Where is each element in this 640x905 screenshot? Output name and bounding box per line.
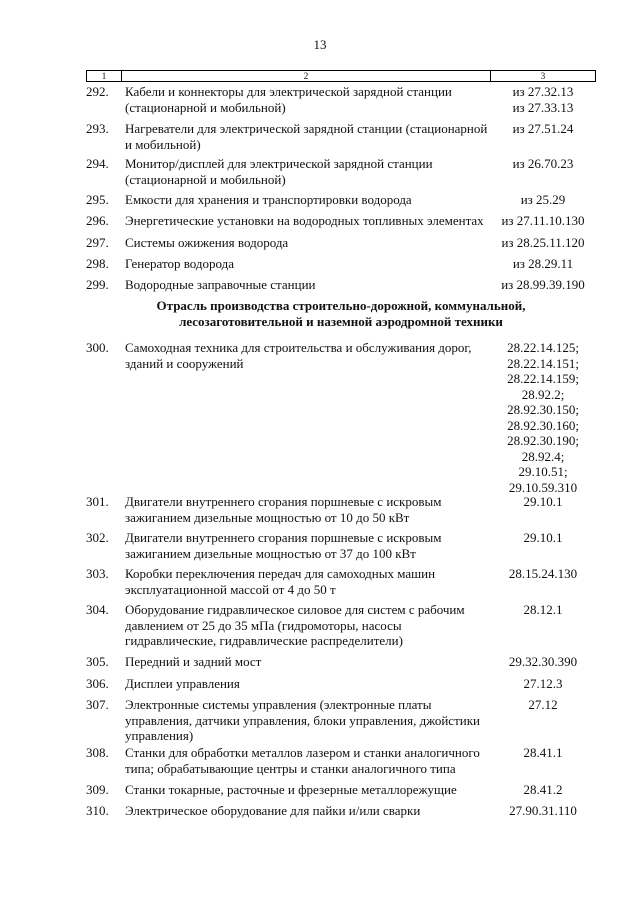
row-number: 296. xyxy=(86,213,109,228)
row-codes: из 25.29 xyxy=(520,192,566,207)
row-text: Емкости для хранения и транспортировки водорода xyxy=(125,192,412,207)
row-number: 293. xyxy=(86,121,109,136)
row-codes: 27.12 xyxy=(528,697,558,712)
row-text: Коробки переключения передач для самоходных машин эксплуатационной массой от 4 до 50 т xyxy=(125,566,436,597)
row-number: 300. xyxy=(86,340,109,355)
row-number: 309. xyxy=(86,782,109,797)
row-codes: из 27.11.10.130 xyxy=(501,213,585,228)
row-text: Кабели и коннекторы для электрической зарядной станции (стационарной и мобильной) xyxy=(125,84,452,115)
row-codes: из 27.32.13 из 27.33.13 xyxy=(512,84,574,115)
row-number: 305. xyxy=(86,654,109,669)
row-number: 306. xyxy=(86,676,109,691)
row-number: 303. xyxy=(86,566,109,581)
row-codes: из 28.29.11 xyxy=(512,256,574,271)
row-codes: из 27.51.24 xyxy=(512,121,574,136)
row-number: 294. xyxy=(86,156,109,171)
row-codes: 28.15.24.130 xyxy=(508,566,578,581)
row-codes: 29.32.30.390 xyxy=(508,654,578,669)
row-text: Станки токарные, расточные и фрезерные металлорежущие xyxy=(125,782,457,797)
row-number: 310. xyxy=(86,803,109,818)
row-number: 298. xyxy=(86,256,109,271)
row-number: 304. xyxy=(86,602,109,617)
row-text: Двигатели внутреннего сгорания поршневые с искровым зажиганием дизельные мощностью от 10 до 50 кВт xyxy=(125,494,442,525)
row-number: 297. xyxy=(86,235,109,250)
table-header xyxy=(86,70,596,82)
row-codes: 29.10.1 xyxy=(523,530,563,545)
header-col-1: 1 xyxy=(87,71,122,81)
row-number: 292. xyxy=(86,84,109,99)
row-codes: из 26.70.23 xyxy=(512,156,574,171)
row-text: Системы ожижения водорода xyxy=(125,235,289,250)
row-number: 307. xyxy=(86,697,109,712)
row-text: Энергетические установки на водородных топливных элементах xyxy=(125,213,484,228)
header-col-3: 3 xyxy=(540,71,546,81)
row-number: 295. xyxy=(86,192,109,207)
row-number: 308. xyxy=(86,745,109,760)
section-title: Отрасль производства строительно-дорожной, коммунальной, лесозаготовительной и наземной аэродромной техники xyxy=(156,298,526,329)
row-codes: из 28.99.39.190 xyxy=(501,277,585,292)
row-number: 302. xyxy=(86,530,109,545)
row-codes: из 28.25.11.120 xyxy=(501,235,585,250)
row-codes: 27.12.3 xyxy=(523,676,563,691)
row-text: Водородные заправочные станции xyxy=(125,277,316,292)
row-text: Передний и задний мост xyxy=(125,654,262,669)
row-number: 301. xyxy=(86,494,109,509)
row-codes: 28.41.2 xyxy=(523,782,563,797)
row-codes: 28.12.1 xyxy=(523,602,563,617)
row-text: Двигатели внутреннего сгорания поршневые с искровым зажиганием дизельные мощностью от 37 до 100 кВт xyxy=(125,530,442,561)
row-codes: 29.10.1 xyxy=(523,494,563,509)
row-text: Станки для обработки металлов лазером и станки аналогичного типа; обрабатывающие центры и станки аналогичного типа xyxy=(125,745,480,776)
row-text: Дисплеи управления xyxy=(125,676,240,691)
row-text: Самоходная техника для строительства и обслуживания дорог, зданий и сооружений xyxy=(125,340,472,371)
row-codes: 28.41.1 xyxy=(523,745,563,760)
row-codes: 27.90.31.110 xyxy=(509,803,577,818)
row-text: Монитор/дисплей для электрической зарядной станции (стационарной и мобильной) xyxy=(125,156,433,187)
row-text: Нагреватели для электрической зарядной станции (стационарной и мобильной) xyxy=(125,121,488,152)
header-col-2: 2 xyxy=(122,71,491,81)
row-text: Генератор водорода xyxy=(125,256,235,271)
row-number: 299. xyxy=(86,277,109,292)
page-number: 13 xyxy=(313,37,327,52)
row-codes: 28.22.14.125; 28.22.14.151; 28.22.14.159; 28.92.2; 28.92.30.150; 28.92.30.160; 28.92.30.190; 28.92.4; 29.10.51; 29.10.59.310 xyxy=(507,340,579,495)
row-text: Электрическое оборудование для пайки и/или сварки xyxy=(125,803,421,818)
row-text: Электронные системы управления (электронные платы управления, датчики управления, блоки управления, джойстики управления) xyxy=(125,697,480,743)
row-text: Оборудование гидравлическое силовое для систем с рабочим давлением от 25 до 35 мПа (гидромоторы, насосы гидравлические, гидравлические распределители) xyxy=(125,602,465,648)
